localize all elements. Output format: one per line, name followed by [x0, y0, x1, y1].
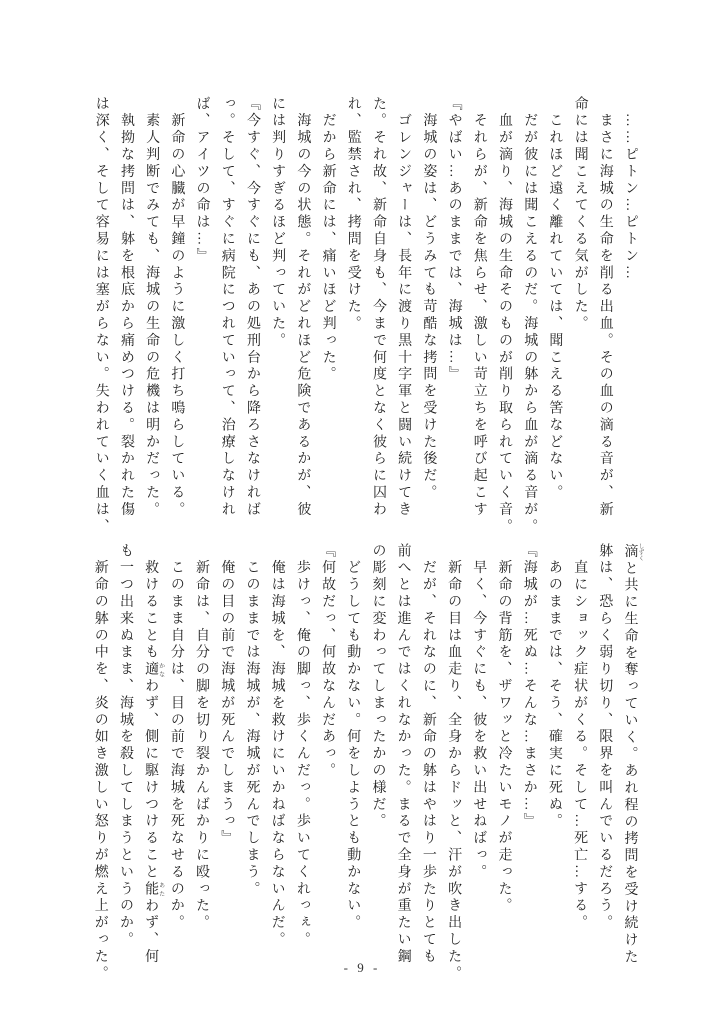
text-block-lower — [88, 543, 643, 983]
text-line: ゴレンジャーは、長年に渡り黒十字軍と闘い続けてき — [396, 96, 412, 519]
text-line: あのままでは、そう、確実に死ぬ。 — [546, 543, 562, 831]
ruby-base: 滴 — [622, 543, 638, 561]
text-line: 前へとは進んではくれなかった。まるで全身が重たい鋼 — [395, 543, 411, 966]
text-line: 執拗な拷問は、躰を根底から痛めつける。裂かれた傷 — [118, 96, 134, 519]
text-line — [138, 543, 164, 966]
text-line: 俺の目の前で海城が死んでしまうっ』 — [219, 543, 235, 848]
text-line: 俺は海城を、海城を救けにいかねばならないんだ。 — [269, 543, 285, 949]
text-segment: 救けることも — [143, 543, 159, 662]
text-line: 『やばい…あのままでは、海城は…』 — [446, 96, 462, 384]
text-line: このまま自分は、目の前で海城を死なせるのか。 — [168, 543, 184, 932]
text-line: どうしても動かない。何をしようとも動かない。 — [345, 543, 361, 932]
text-line: 命には聞こえてくる気がした。 — [572, 96, 588, 333]
text-line: ……ピトン…ピトン… — [623, 96, 638, 282]
text-line: 新命の背筋を、ザワッと冷たいモノが走った。 — [496, 543, 512, 915]
text-line: 直にショック症状がくる。そして…死亡…する。 — [572, 543, 588, 932]
text-line — [617, 543, 643, 967]
text-line: 早く、今すぐにも、彼を救い出せねばっ。 — [471, 543, 487, 881]
text-line: 血が滴り、海城の生命そのものが削り取られていく音。 — [496, 96, 512, 536]
text-line: 新命の目は血走り、全身からドッと、汗が吹き出した。 — [446, 543, 462, 983]
text-line: も一つ出来ぬまま、海城を殺してしまうというのか。 — [117, 543, 133, 949]
text-line: 新命の躰の中を、炎の如き激しい怒りが燃え上がった。 — [92, 543, 108, 983]
ruby-reading: かな — [157, 661, 164, 679]
ruby-word — [143, 661, 164, 679]
text-line: だから新命には、痛いほど判った。 — [320, 96, 336, 384]
text-line: 新命は、自分の脚を切り裂かんばかりに殴った。 — [194, 543, 210, 932]
text-line: 『何故だっ、何故なんだあっ。 — [320, 543, 336, 780]
text-line: には判りすぎるほど判っていた。 — [270, 96, 286, 350]
text-segment: わず、側に駆けつけること — [143, 678, 159, 882]
text-segment: と共に生命を奪っていく。あれ程の拷問を受け続けた — [622, 560, 638, 967]
page-number: - 9 - — [343, 960, 381, 975]
ruby-word — [143, 881, 164, 898]
text-line: 海城の今の状態。それがどれほど危険であるかが、彼 — [295, 96, 311, 519]
text-line: 躰は、恐らく弱り切り、限界を叫んでいるだろう。 — [597, 543, 613, 932]
ruby-base: 適 — [143, 661, 159, 679]
text-block-upper — [89, 96, 643, 536]
text-line: 新命の心臓が早鐘のように激しく打ち鳴らしている。 — [169, 96, 185, 519]
text-line: これほど遠く離れていては、聞こえる筈などない。 — [547, 96, 563, 502]
text-line: ば、アイツの命は…』 — [194, 96, 210, 265]
ruby-word — [622, 543, 643, 561]
text-line: 素人判断でみても、海城の生命の危機は明かだった。 — [144, 96, 160, 519]
text-line: それらが、新命を焦らせ、激しい苛立ちを呼び起こす — [471, 96, 487, 519]
ruby-reading: しずく — [637, 543, 643, 561]
text-line: このままでは海城が、海城が死んでしまう。 — [244, 543, 260, 898]
text-line: た。それ故、新命自身も、今まで何度となく彼らに囚わ — [370, 96, 386, 519]
text-line: 歩けっ、俺の脚っ、歩くんだっ。歩いてくれっぇ。 — [294, 543, 310, 949]
text-line: の彫刻に変わってしまったかの様だ。 — [370, 543, 386, 831]
text-line: 『海城が…死ぬ…そんな…まさか…』 — [521, 543, 537, 831]
text-line: は深く、そして容易には塞がらない。失われていく血は、 — [93, 96, 109, 536]
text-segment: わず、何 — [143, 897, 159, 966]
text-line: 海城の姿は、どうみても苛酷な拷問を受けた後だ。 — [421, 96, 437, 502]
text-line: だが彼には聞こえるのだ。海城の躰から血が滴る音が。 — [522, 96, 538, 536]
text-line: 『今すぐ、今すぐにも、あの処刑台から降ろさなければ — [244, 96, 260, 519]
text-line: れ、監禁され、拷問を受けた。 — [345, 96, 361, 333]
text-line: まさに海城の生命を削る出血。その血の滴る音が、新 — [597, 96, 613, 519]
text-line: だが、それなのに、新命の躰はやはり一歩たりとても — [420, 543, 436, 966]
ruby-base: 能 — [143, 881, 159, 898]
ruby-reading: あた — [157, 881, 164, 898]
text-line: っ。そして、すぐに病院につれていって、治療しなけれ — [219, 96, 235, 519]
